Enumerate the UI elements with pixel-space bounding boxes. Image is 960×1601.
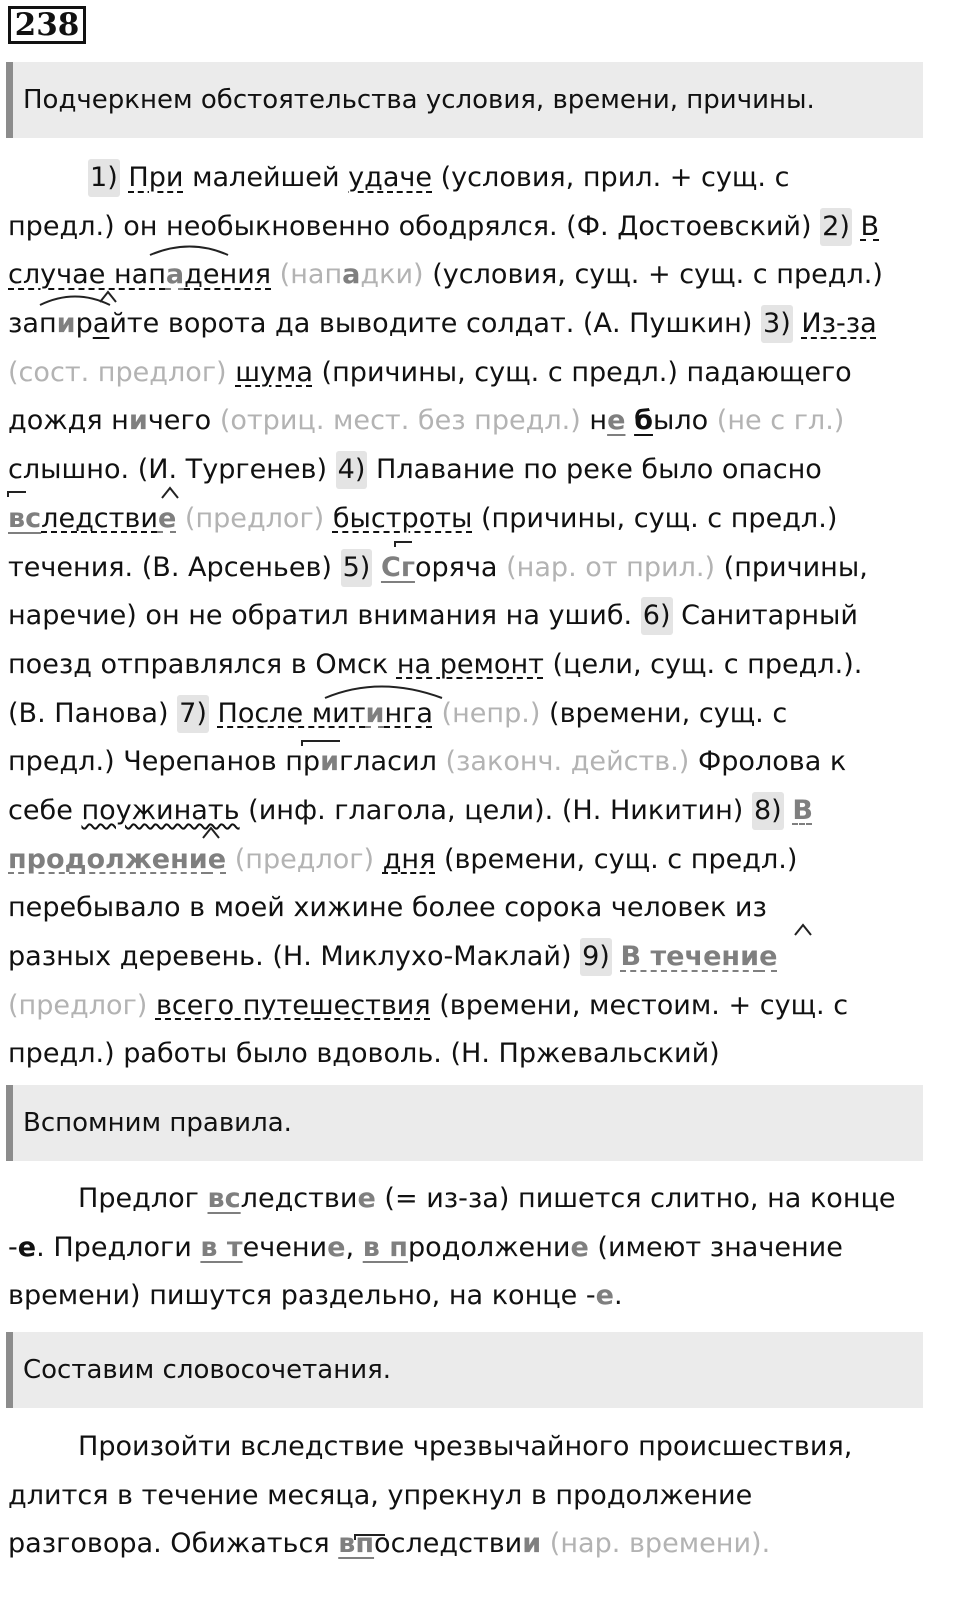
sentence-number: 4) — [336, 451, 368, 489]
text-run: Фролова к — [689, 746, 847, 778]
text-run: (причины, сущ. с предл.) — [472, 502, 838, 534]
text-run: дки) — [360, 259, 424, 291]
sentence-number: 9) — [580, 938, 612, 976]
text-run: е — [595, 1280, 615, 1312]
text-run — [374, 844, 383, 875]
text-run: наречие) он не обратил внимания на ушиб. — [8, 600, 641, 632]
text-run: е — [357, 1183, 376, 1214]
text-run: (условия, прил. + сущ. с — [432, 162, 790, 193]
text-run: шума — [235, 356, 313, 388]
text-run: течения. (В. Арсеньев) — [8, 551, 341, 583]
text-line — [8, 397, 938, 446]
text-line — [8, 787, 938, 836]
text-run: дождя н — [8, 405, 129, 437]
text-run: быстроты — [332, 502, 473, 534]
text-run — [625, 405, 634, 436]
text-run: Плавание по реке было опасно — [367, 454, 822, 486]
text-line — [8, 251, 938, 300]
phrases-text — [8, 1423, 938, 1569]
text-run: дения — [184, 259, 272, 291]
text-run: времени) пишутся раздельно, на конце - — [8, 1280, 596, 1312]
text-run: е — [207, 843, 227, 875]
text-run: (сост. предлог) — [8, 356, 227, 388]
text-run: (нар. времени). — [541, 1528, 771, 1560]
text-run: (В. Панова) — [8, 697, 178, 729]
text-run: вп — [338, 1528, 375, 1560]
text-run: е — [759, 941, 778, 972]
text-line — [8, 690, 938, 739]
sentence-number: 3) — [761, 305, 793, 343]
text-run: (причины, — [715, 551, 868, 583]
text-run: е — [327, 1231, 346, 1263]
text-run: При — [128, 162, 184, 193]
text-run — [852, 211, 861, 242]
text-run: (предлог) — [8, 989, 148, 1021]
text-line — [8, 349, 938, 398]
text-run: . — [614, 1280, 623, 1312]
text-run: гласил — [339, 746, 437, 778]
text-run: (причины, сущ. с предл.) падающего — [312, 356, 852, 388]
text-run: а — [342, 259, 361, 291]
text-run: ечени — [242, 1231, 328, 1263]
text-run: родолжени — [407, 1231, 571, 1263]
text-run: Произойти вследствие чрезвычайного происшествия, — [78, 1431, 853, 1462]
text-run: длится в течение месяца, упрекнул в продолжение — [8, 1479, 753, 1511]
text-line — [8, 884, 938, 933]
text-line — [8, 1030, 938, 1079]
text-run: ыло — [652, 405, 709, 437]
text-run: на ремонт — [396, 648, 544, 680]
text-run: всего путешествия — [155, 989, 431, 1021]
text-line — [8, 544, 938, 593]
text-run: чего — [147, 405, 212, 437]
text-run: , — [345, 1231, 363, 1263]
sentence-number: 1) — [88, 159, 120, 197]
text-run — [324, 503, 333, 534]
text-run: (непр.) — [432, 697, 541, 729]
text-run: слышно. (И. Тургенев) — [8, 454, 336, 486]
text-run: (времени, сущ. с — [540, 697, 788, 729]
text-run: дня — [382, 843, 436, 875]
text-run: перебывало в моей хижине более сорока человек из — [8, 892, 767, 924]
text-run: (законч. действ.) — [436, 746, 690, 778]
text-run: е — [17, 1231, 37, 1263]
text-run: и — [365, 697, 385, 729]
section-heading-underline: Подчеркнем обстоятельства условия, времени, причины. — [6, 62, 923, 138]
text-run: Из-за — [801, 308, 877, 340]
text-run: предл.) работы было вдоволь. (Н. Пржевальский) — [8, 1038, 720, 1070]
text-run: (отриц. мест. без предл.) — [211, 405, 581, 437]
text-run: вс — [8, 502, 42, 534]
text-run: (времени, местоим. + сущ. с — [430, 989, 849, 1021]
sentence-number: 6) — [641, 597, 673, 635]
rules-text — [8, 1175, 938, 1321]
section-heading-rules: Вспомним правила. — [6, 1085, 923, 1161]
text-run: поезд отправлялся в Омск — [8, 648, 397, 680]
text-run: В — [792, 794, 813, 826]
sentence-number: 2) — [820, 208, 852, 246]
text-line — [8, 1520, 938, 1569]
text-run: е — [570, 1231, 589, 1263]
text-run: поужинать — [81, 794, 240, 826]
sentence-number: 7) — [177, 695, 209, 733]
text-run: предл.) он необыкновенно ободрялся. (Ф. Достоевский) — [8, 210, 821, 242]
text-run: Предлог — [78, 1183, 208, 1214]
text-run: (времени, сущ. с предл.) — [435, 843, 798, 875]
text-run — [147, 990, 156, 1021]
text-run: В течени — [620, 941, 760, 972]
text-run — [372, 552, 381, 583]
text-run: и — [522, 1528, 542, 1560]
text-line — [8, 641, 938, 690]
text-run: (цели, сущ. с предл.). — [543, 648, 863, 680]
text-run: предл.) Черепанов пр — [8, 746, 321, 778]
text-line — [8, 154, 938, 203]
text-run: е — [607, 405, 626, 437]
text-line — [8, 592, 938, 641]
text-line — [8, 495, 938, 544]
text-run: разговора. Обижаться — [8, 1528, 339, 1560]
text-run — [271, 259, 280, 290]
text-line — [8, 1272, 938, 1321]
text-run: Сг — [380, 551, 415, 583]
text-line — [8, 446, 938, 495]
text-run: малейшей — [183, 162, 349, 193]
text-run: и — [56, 308, 76, 340]
text-run: а — [92, 308, 110, 340]
task-number: 238 — [8, 6, 86, 44]
text-run: (предлог) — [226, 843, 375, 875]
text-run: б — [634, 405, 653, 437]
text-line — [8, 1423, 938, 1472]
text-line — [8, 933, 938, 982]
text-run: и — [320, 746, 340, 778]
text-line — [8, 1175, 938, 1224]
text-run: После мит — [217, 697, 366, 729]
text-run: (предлог) — [176, 502, 325, 534]
text-run: разных деревень. (Н. Миклухо-Маклай) — [8, 941, 581, 972]
text-run: случае нап — [8, 259, 166, 291]
text-run: вс — [207, 1183, 241, 1214]
text-run: и — [128, 405, 148, 437]
text-run: продолжени — [8, 843, 208, 875]
text-line — [8, 836, 938, 885]
text-run: (не с гл.) — [708, 405, 845, 437]
section-heading-phrases: Составим словосочетания. — [6, 1332, 923, 1408]
text-run: р — [75, 308, 93, 340]
text-run: йте ворота да выводите солдат. (А. Пушкин) — [109, 308, 761, 340]
text-run: в п — [362, 1231, 408, 1263]
text-line — [8, 1224, 938, 1273]
text-run: . Предлоги — [36, 1231, 201, 1263]
text-run: удаче — [348, 162, 433, 193]
text-run: (инф. глагола, цели). (Н. Никитин) — [239, 794, 752, 826]
sentence-number: 8) — [752, 792, 784, 830]
text-run: а — [165, 259, 185, 291]
text-line — [8, 738, 938, 787]
text-run: себе — [8, 794, 82, 826]
text-run: е — [157, 502, 177, 534]
text-run: н — [580, 405, 608, 437]
text-run: ледстви — [41, 502, 158, 534]
text-run: нга — [384, 697, 433, 729]
text-line — [8, 203, 938, 252]
text-run: оряча — [414, 551, 498, 583]
text-run: (имеют значение — [588, 1231, 843, 1263]
text-run: (нап — [279, 259, 343, 291]
text-line — [8, 1472, 938, 1521]
text-run: В — [860, 210, 880, 242]
text-run: оследстви — [374, 1528, 523, 1560]
text-line — [8, 300, 938, 349]
text-run: Санитарный — [672, 600, 858, 632]
text-run: ледстви — [240, 1183, 358, 1214]
text-run: (нар. от прил.) — [497, 551, 716, 583]
text-run: (= из-за) пишется слитно, на конце — [375, 1183, 896, 1214]
text-run: зап — [8, 308, 57, 340]
text-run: (условия, сущ. + сущ. с предл.) — [423, 259, 883, 291]
text-run: - — [8, 1231, 18, 1263]
text-run — [227, 357, 236, 388]
text-run: в т — [200, 1231, 243, 1263]
text-line — [8, 982, 938, 1031]
sentence-number: 5) — [341, 549, 373, 587]
exercise-text — [8, 154, 938, 1079]
